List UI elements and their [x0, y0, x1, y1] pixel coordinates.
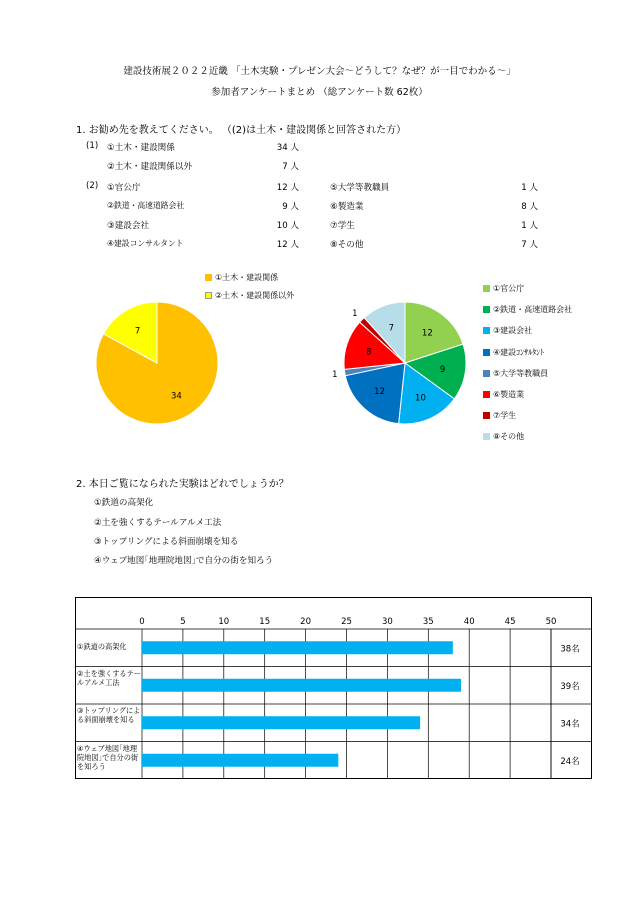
legend-label: ⑥製造業	[493, 390, 525, 399]
tick-label: 10	[218, 617, 230, 627]
bar	[142, 679, 461, 692]
legend-label: ③建設会社	[493, 326, 533, 336]
sub1-marker: (1)	[86, 141, 99, 151]
bar-value-label: 34名	[560, 719, 580, 730]
sub2-value: 7 人	[521, 240, 538, 250]
q2-option: ③トップリングによる斜面崩壊を知る	[94, 537, 239, 547]
legend-label: ⑧その他	[493, 432, 525, 442]
sub2-label: ⑧その他	[330, 240, 364, 250]
bar-value-label: 39名	[560, 681, 580, 692]
q2-option: ②土を強くするテールアルメ工法	[94, 518, 222, 528]
tick-label: 30	[381, 617, 393, 627]
sub2-value: 12 人	[276, 183, 299, 193]
sub2-label: ⑤大学等教職員	[330, 183, 390, 193]
pie-data-label: 10	[415, 393, 426, 404]
sub1-value: 7 人	[282, 162, 299, 172]
sub2-label: ①官公庁	[107, 183, 141, 193]
pie-data-label: 8	[366, 347, 372, 358]
pie-data-label: 7	[134, 326, 141, 337]
pie-data-label: 9	[439, 364, 446, 375]
tick-label: 20	[300, 617, 312, 627]
sub2-value: 12 人	[276, 240, 299, 250]
q2-option: ①鉄道の高架化	[94, 498, 154, 508]
pie-data-label: 1	[332, 370, 338, 381]
sub2-label: ③建設会社	[107, 221, 150, 231]
bar-category-label: ④ウェブ地図｢地理院地図｣で自分の街を知ろう	[77, 743, 139, 771]
page-subtitle: 参加者アンケートまとめ （総アンケート数 62枚）	[211, 87, 428, 98]
sub1-label: ②土木・建設関係以外	[107, 162, 193, 172]
tick-label: 50	[545, 617, 557, 627]
q2-option: ④ウェブ地図｢地理院地図｣で自分の街を知ろう	[94, 556, 274, 566]
bar-category-label: ①鉄道の高架化	[77, 642, 127, 651]
pie-data-label: 12	[421, 328, 433, 339]
bar-category-label: ③トップリングによる斜面崩壊を知る	[77, 706, 141, 724]
legend-label: ④建設ｺﾝｻﾙﾀﾝﾄ	[493, 347, 545, 357]
legend-label: ⑤大学等教職員	[493, 368, 549, 378]
bar	[142, 716, 420, 729]
sub2-value: 1 人	[521, 221, 538, 231]
sub2-label: ⑦学生	[330, 221, 355, 231]
tick-label: 0	[139, 617, 145, 627]
sub2-value: 8 人	[521, 202, 538, 212]
tick-label: 35	[422, 617, 434, 627]
legend-label: ②鉄道・高速道路会社	[493, 305, 573, 315]
sub1-label: ①土木・建設関係	[107, 143, 175, 153]
tick-label: 45	[504, 617, 516, 627]
tick-label: 40	[463, 617, 475, 627]
pie-data-label: 12	[374, 387, 385, 398]
bar	[142, 754, 338, 767]
legend-label: ①官公庁	[493, 284, 525, 293]
legend-label: ②土木・建設関係以外	[215, 291, 295, 300]
bar-value-label: 38名	[560, 644, 580, 655]
sub2-value: 10 人	[276, 221, 299, 231]
question-2-heading: 2. 本日ご覧になられた実験はどれでしょうか？	[76, 479, 289, 490]
sub2-value: 9 人	[282, 202, 299, 212]
pie-data-label: 34	[171, 391, 182, 402]
bar	[142, 641, 453, 654]
sub2-label: ②鉄道・高速道路会社	[107, 201, 185, 210]
sub2-value: 1 人	[521, 183, 538, 193]
sub2-marker: (2)	[86, 181, 99, 191]
bar-category-label: ②土を強くするテールアルメ工法	[77, 668, 141, 687]
pie-data-label: 7	[388, 323, 395, 334]
page-title: 建設技術展２０２２近畿 「土木実験・プレゼン大会～どうして？なぜ？が一目でわかる～」	[123, 66, 516, 77]
pie-data-label: 1	[352, 308, 358, 319]
question-1-heading: 1. お勧め先を教えてください。 （(2)は土木・建設関係と回答された方）	[76, 125, 407, 136]
legend-label: ⑦学生	[493, 411, 517, 421]
tick-label: 5	[180, 617, 186, 627]
legend-label: ①土木・建設関係	[215, 273, 279, 282]
tick-label: 15	[259, 617, 271, 627]
bar-value-label: 24名	[560, 756, 580, 767]
sub1-value: 34 人	[276, 143, 299, 153]
sub2-label: ⑥製造業	[330, 202, 364, 212]
tick-label: 25	[341, 617, 352, 627]
sub2-label: ④建設コンサルタント	[107, 239, 184, 248]
